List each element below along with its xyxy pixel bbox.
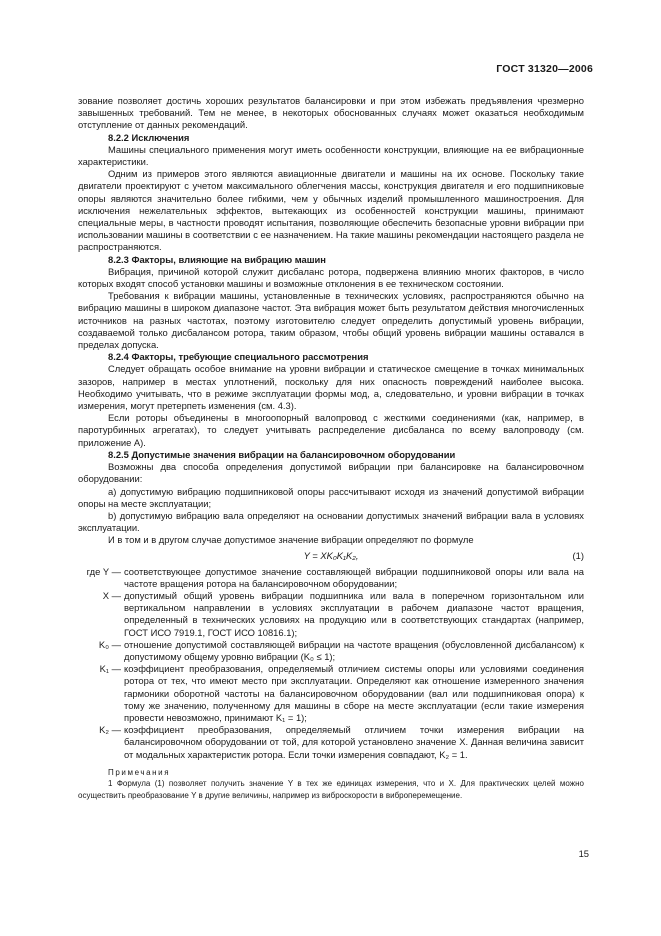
paragraph: Одним из примеров этого являются авиационные двигатели и машины на их основе. Поскольку такие двигатели проектируют с учетом максимального облегчения массы, конструкция двигателя и его подшипниковые опоры являются значительно более гибкими, чем у обычных изделий промышленного машиностроения. Для исключения нежелательных эффектов, вытекающих из особенностей конструкции машины, принимают специальные меры, в частности проводят испытания, позволяющие обеспечить безопасные уровни вибрации при использовании машины в соответствии с ее назначением. На такие машины рекомендации настоящего раздела не распространяются. (78, 168, 584, 253)
paragraph: Вибрация, причиной которой служит дисбаланс ротора, подвержена влиянию многих факторов, в число которых входят способ установки машины и возможные отклонения в ее техническом состоянии. (78, 265, 584, 290)
definition-text: допустимый общий уровень вибрации подшипника или вала в поперечном горизонтальном или вертикальном направлении в условиях эксплуатации в рабочем диапазоне частот вращения, определенный в технических условиях на продукцию или в соответствующих стандартах (например, ГОСТ ИСО 7919.1, ГОСТ ИСО 10816.1); (124, 589, 584, 638)
formula-number: (1) (572, 549, 584, 561)
definition-text: коэффициент преобразования, определяемый отличием точки измерения вибрации на балансировочном оборудовании от той, для которой установлено значение X. Данная величина зависит от модальных характеристик ротора. Если точки измерения совпадают, K₂ = 1. (124, 724, 584, 760)
definition-item (78, 663, 584, 724)
definition-item (78, 590, 584, 639)
paragraph: Если роторы объединены в многоопорный валопровод с жесткими соединениями (как, например, в паротурбинных агрегатах), то следует учитывать распределение дисбаланса по всему валопроводу (см. приложение А). (78, 412, 584, 448)
notes-block (78, 767, 584, 802)
definition-symbol: X — (102, 589, 121, 601)
paragraph: И в том и в другом случае допустимое значение вибрации определяют по формуле (108, 534, 474, 546)
formula-1 (78, 550, 584, 564)
section-heading-8-2-4: 8.2.4 Факторы, требующие специального рассмотрения (108, 351, 369, 363)
document-body (78, 95, 584, 801)
definition-symbol: K₀ — (98, 638, 121, 650)
list-item-b: b) допустимую вибрацию вала определяют на основании допустимых значений вибрации вала в условиях эксплуатации. (78, 509, 584, 534)
definitions-list (78, 566, 584, 761)
section-heading-8-2-3: 8.2.3 Факторы, влияющие на вибрацию машин (108, 253, 326, 265)
definition-item (78, 724, 584, 761)
list-item-a: а) допустимую вибрацию подшипниковой опоры рассчитывают исходя из значений допустимой вибрации опоры на месте эксплуатации; (78, 485, 584, 509)
document-id-header: ГОСТ 31320—2006 (496, 63, 593, 75)
section-heading-8-2-2: 8.2.2 Исключения (108, 131, 190, 143)
definition-text: отношение допустимой составляющей вибрации на частоте вращения (обусловленной дисбалансом) к допустимому общему уровню вибрации (K₀ ≤ 1); (124, 638, 584, 662)
paragraph: Машины специального применения могут иметь особенности конструкции, влияющие на ее вибрационные характеристики. (78, 143, 584, 168)
paragraph: Возможны два способа определения допустимой вибрации при балансировке на балансировочном оборудовании: (78, 461, 584, 485)
note-1: 1 Формула (1) позволяет получить значение Y в тех же единицах измерения, что и X. Для практических целей можно осуществить преобразование Y в другие величины, например из виброскорости в виброперемещение. (78, 779, 584, 800)
definition-symbol: K₁ — (99, 663, 121, 675)
definition-symbol: K₂ — (99, 724, 121, 736)
definition-text: коэффициент преобразования, определяемый отличием системы опоры или условиями соединения ротора от тех, что имеют место при эксплуатации. Определяют как отношение измеренного значения гармоники оборотной частоты на балансировочном оборудовании (вал или подшипниковая опора) к тому же значению, полученному для машины в сборе на месте эксплуатации (если такие измерения провести невозможно, принимают K₁ = 1); (124, 663, 584, 723)
section-heading-8-2-5: 8.2.5 Допустимые значения вибрации на балансировочном оборудовании (108, 448, 456, 460)
page-number: 15 (578, 848, 589, 859)
paragraph: Следует обращать особое внимание на уровни вибрации и статическое смещение в точках минимальных зазоров, например в местах уплотнений, поскольку для них опасность повреждений наиболее высока. Необходимо учитывать, что в режиме эксплуатации формы мод, а, следовательно, и уровни вибрации в точках измерения, могут претерпеть изменения (см. 4.3). (78, 363, 584, 412)
definition-symbol: где Y — (86, 565, 121, 577)
formula-expression: Y = XK₀K₁K₂, (303, 549, 359, 561)
definition-text: соответствующее допустимое значение составляющей вибрации подшипниковой опоры или вала на частоте вращения ротора на балансировочном оборудовании; (124, 565, 584, 589)
definition-item (78, 566, 584, 590)
paragraph: зование позволяет достичь хороших результатов балансировки и при этом избежать предъявления чрезмерно завышенных требований. Тем не менее, в некоторых обоснованных случаях может оказаться необходимым отступление от данных рекомендаций. (78, 95, 584, 131)
paragraph: Требования к вибрации машины, установленные в технических условиях, распространяются обычно на вибрацию машины в широком диапазоне частот. Эта вибрация может быть результатом действия многочисленных источников на разных частотах, поэтому изготовителю следует определить допустимый уровень вибрации, создаваемой только дисбалансом ротора, таким образом, чтобы общий уровень вибрации машины оставался в пределах допуска. (78, 290, 584, 351)
notes-title: Примечания (108, 767, 171, 777)
definition-item (78, 639, 584, 663)
